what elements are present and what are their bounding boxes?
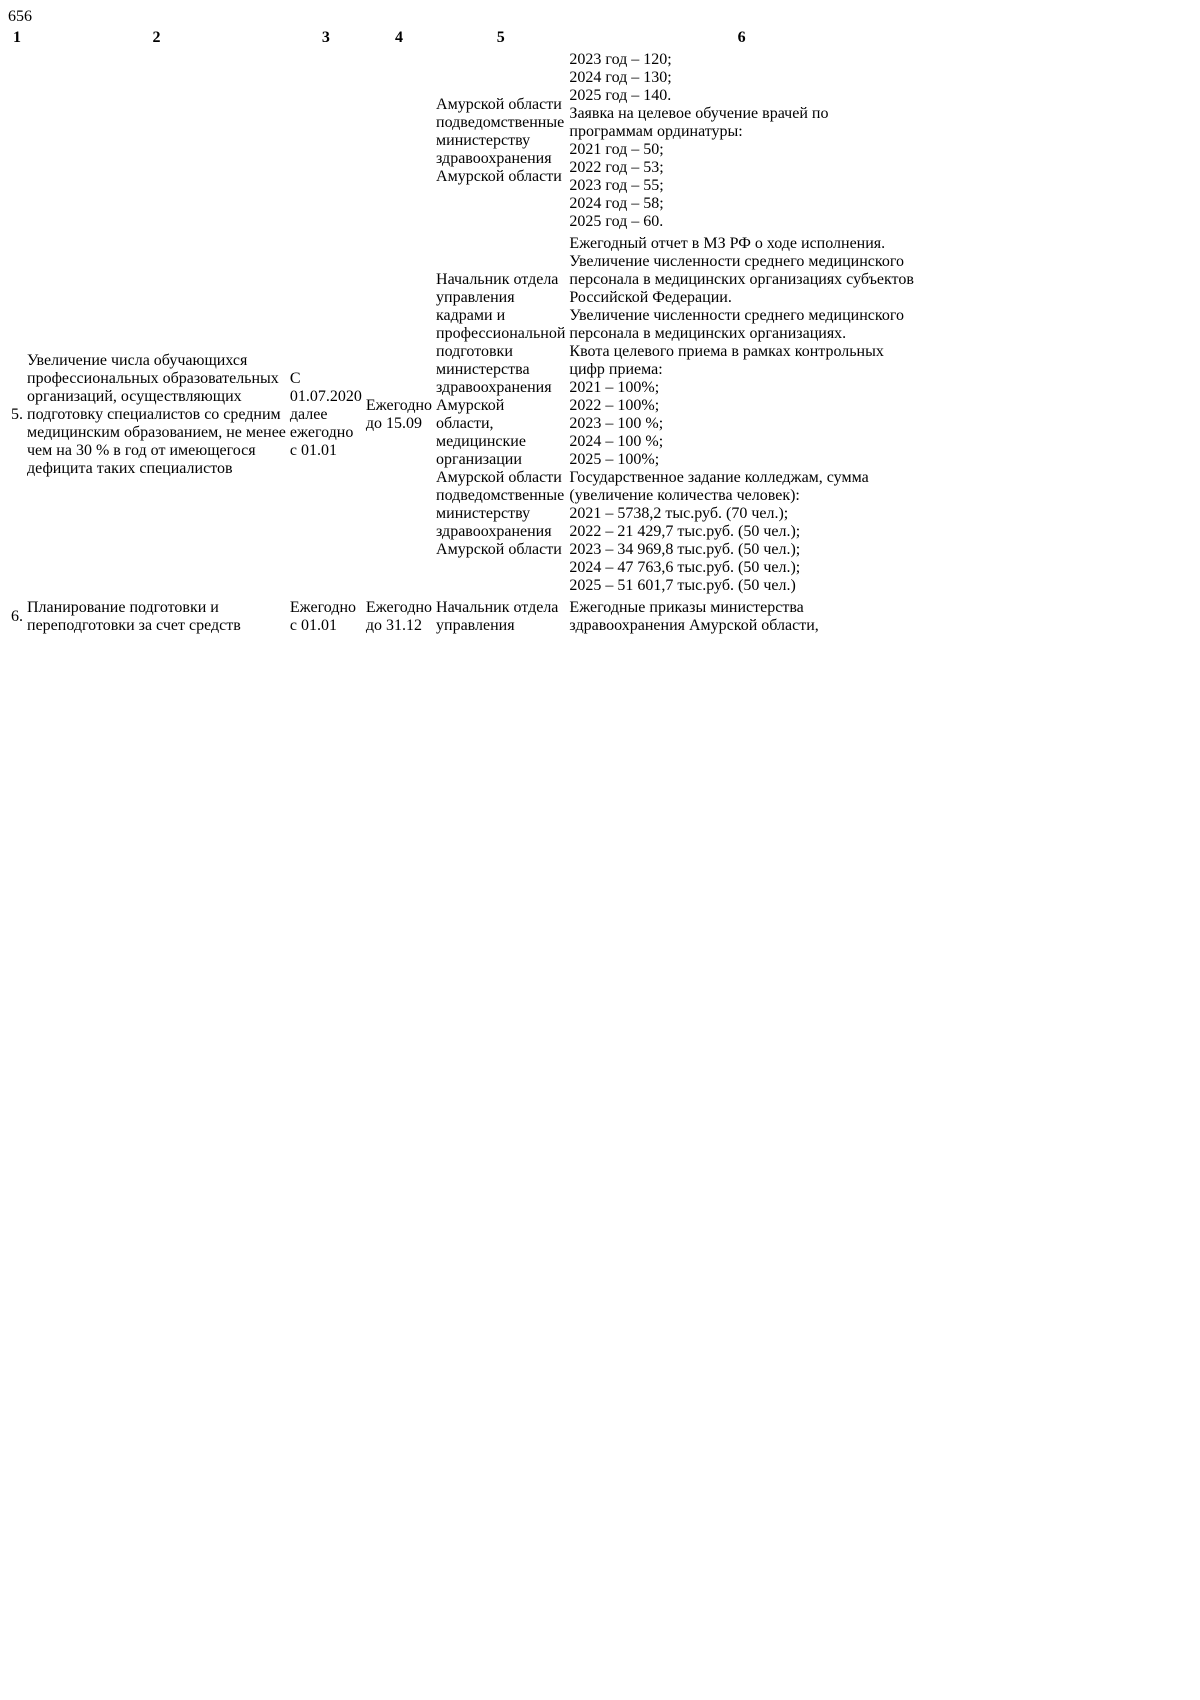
cell-line: Амурской области [436,168,562,185]
cell-line: профессиональной [436,325,566,342]
document-page [8,8,1192,638]
cell-start-date [289,50,363,232]
cell-line: Планирование подготовки и [27,599,219,616]
cell-line: Ежегодные приказы министерства [569,599,804,616]
cell-line: ежегодно [289,424,354,441]
cell-line: здравоохранения [436,150,552,167]
cell-line: области, [436,415,494,432]
column-header-5: 5 [496,29,505,46]
cell-line: Амурской области [436,96,562,113]
cell-line: медицинским образованием, не менее [27,424,286,441]
cell-line: Амурской области [436,469,562,486]
cell-line: организации [436,451,522,468]
cell-line: до 31.12 [365,617,423,634]
page-number: 656 [8,8,32,25]
rotated-table-container [8,26,1192,638]
cell-line: персонала в медицинских организациях. [569,325,847,342]
cell-line: подведомственные [436,487,565,504]
cell-line: Амурской области [436,541,562,558]
cell-line: 2025 – 51 601,7 тыс.руб. (50 чел.) [569,577,796,594]
cell-line: с 01.01 [289,442,337,459]
cell-line: управления [436,289,515,306]
cell-line: программам ординатуры: [569,123,743,140]
cell-line: Начальник отдела [436,271,559,288]
cell-start-date [289,598,363,636]
cell-line: Ежегодно [365,599,433,616]
cell-line: 2022 – 21 429,7 тыс.руб. (50 чел.); [569,523,801,540]
column-header-4: 4 [394,29,403,46]
table-header-row [10,28,915,48]
cell-line: Увеличение численности среднего медицинского [569,253,904,270]
cell-line: Ежегодно [289,599,357,616]
cell-result [568,598,914,636]
cell-line: далее [289,406,328,423]
cell-line: с 01.01 [289,617,337,634]
cell-deadline [365,598,433,636]
cell-line: Российской Федерации. [569,289,732,306]
cell-line: персонала в медицинских организациях субъектов [569,271,914,288]
cell-line: организаций, осуществляющих [27,388,242,405]
cell-line: (увеличение количества человек): [569,487,800,504]
cell-line: 2025 год – 140. [569,87,672,104]
column-header-1: 1 [13,29,21,46]
cell-line: здравоохранения [436,379,552,396]
cell-line: 2024 – 100 %; [569,433,664,450]
cell-line: здравоохранения Амурской области, [569,617,819,634]
cell-responsible [435,598,566,636]
cell-result [568,234,914,596]
cell-responsible [435,50,566,232]
cell-line: 2023 – 34 969,8 тыс.руб. (50 чел.); [569,541,801,558]
cell-deadline [365,234,433,596]
cell-line: дефицита таких специалистов [27,460,233,477]
cell-line: Квота целевого приема в рамках контрольных [569,343,884,360]
cell-line: 2023 – 100 %; [569,415,664,432]
cell-line: 2025 год – 60. [569,213,664,230]
cell-line: подготовку специалистов со средним [27,406,281,423]
cell-line: 2024 год – 58; [569,195,664,212]
column-header-3: 3 [321,29,330,46]
cell-line: 2021 год – 50; [569,141,664,158]
column-header-6: 6 [737,29,746,46]
cell-activity [26,598,287,636]
cell-line: 2022 – 100%; [569,397,660,414]
table [8,26,917,638]
cell-line: кадрами и [436,307,506,324]
cell-line: цифр приема: [569,361,663,378]
cell-line: медицинские [436,433,526,450]
column-header-2: 2 [152,29,161,46]
cell-line: переподготовки за счет средств [27,617,241,634]
cell-line: до 15.09 [365,415,423,432]
cell-line: профессиональных образовательных [27,370,279,387]
cell-line: Увеличение численности среднего медицинского [569,307,904,324]
cell-activity [26,234,287,596]
cell-result [568,50,914,232]
cell-line: министерству [436,132,531,149]
cell-line: 2021 – 100%; [569,379,660,396]
cell-activity [26,50,287,232]
cell-line: управления [436,617,515,634]
cell-line: чем на 30 % в год от имеющегося [27,442,256,459]
cell-start-date [289,234,363,596]
cell-line: Государственное задание колледжам, сумма [569,469,869,486]
cell-number [10,50,24,232]
cell-line: 01.07.2020 [289,388,362,405]
cell-line: министерству [436,505,531,522]
cell-line: 2021 – 5738,2 тыс.руб. (70 чел.); [569,505,789,522]
cell-line: подготовки [436,343,513,360]
cell-line: 2023 год – 55; [569,177,664,194]
cell-number: 6. [11,608,23,625]
cell-line: Амурской [436,397,505,414]
cell-line: С [289,370,301,387]
cell-line: 2024 – 47 763,6 тыс.руб. (50 чел.); [569,559,801,576]
cell-number: 5. [11,406,23,423]
cell-line: Ежегодный отчет в МЗ РФ о ходе исполнения. [569,235,886,252]
cell-line: 2024 год – 130; [569,69,672,86]
cell-line: Увеличение числа обучающихся [27,352,248,369]
cell-line: 2022 год – 53; [569,159,664,176]
cell-line: подведомственные [436,114,565,131]
table-row [10,598,915,636]
cell-line: Ежегодно [365,397,433,414]
cell-line: министерства [436,361,530,378]
cell-line: 2023 год – 120; [569,51,672,68]
cell-line: 2025 – 100%; [569,451,660,468]
table-row [10,234,915,596]
cell-line: Начальник отдела [436,599,559,616]
cell-deadline [365,50,433,232]
cell-responsible [435,234,566,596]
table-row [10,50,915,232]
cell-line: Заявка на целевое обучение врачей по [569,105,829,122]
cell-line: здравоохранения [436,523,552,540]
